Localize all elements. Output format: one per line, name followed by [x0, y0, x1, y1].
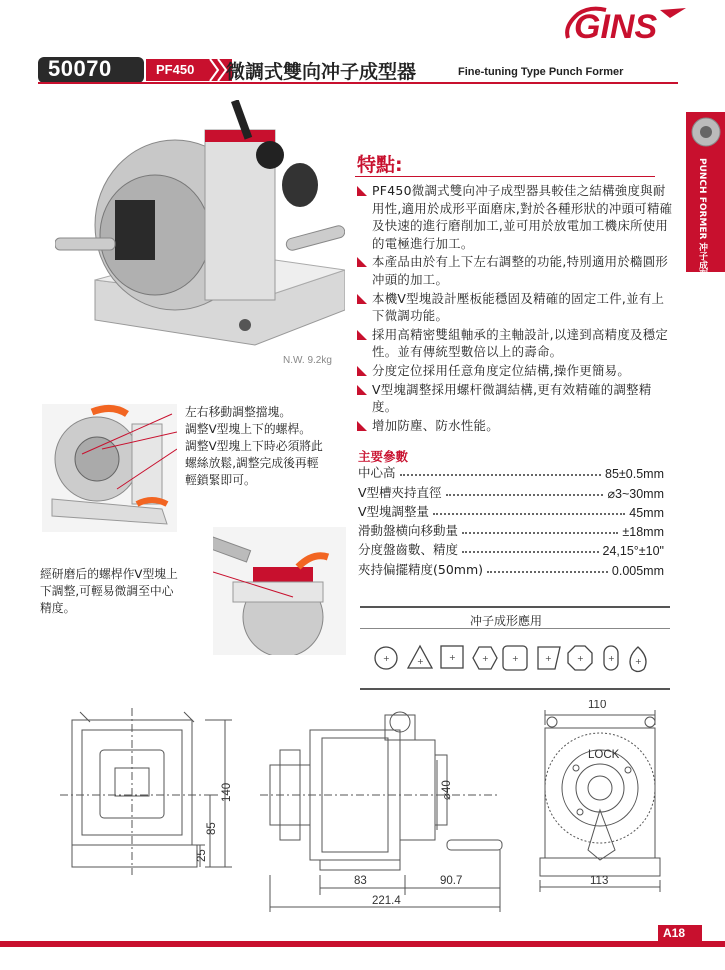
feature-item: 增加防塵、防水性能。 [355, 417, 675, 435]
spec-row: 中心高 85±0.5mm [358, 465, 664, 482]
bullet-triangle-icon [357, 421, 367, 431]
footer-bar [0, 941, 725, 947]
bullet-triangle-icon [357, 385, 367, 395]
bullet-triangle-icon [357, 186, 367, 196]
bullet-triangle-icon [357, 330, 367, 340]
feature-item: 採用高精密雙組軸承的主軸設計,以達到高精度及穩定性。並有傳統型數倍以上的壽命。 [355, 326, 675, 361]
product-photo [55, 100, 345, 365]
specs-table [358, 462, 664, 578]
spec-row: V型塊調整量 45mm [358, 503, 664, 520]
model-number: 50070 [48, 56, 112, 81]
net-weight: N.W. 9.2kg [283, 355, 332, 366]
gins-logo [560, 4, 692, 48]
features-list [355, 182, 675, 435]
svg-text:+: + [482, 654, 489, 663]
model-code: PF450 [156, 62, 195, 77]
side-view [260, 712, 502, 912]
spec-row: V型槽夾持直徑 ⌀3~30mm [358, 484, 664, 501]
dim-side-83: 83 [354, 875, 367, 887]
rear-view [540, 710, 660, 892]
bullet-triangle-icon [357, 257, 367, 267]
bullet-triangle-icon [357, 294, 367, 304]
svg-text:+: + [417, 657, 424, 666]
title-english: Fine-tuning Type Punch Former [458, 66, 624, 78]
dim-rear-lock: LOCK [588, 749, 620, 761]
bullet-triangle-icon [357, 366, 367, 376]
svg-text:+: + [449, 653, 456, 662]
svg-text:GINS: GINS [574, 8, 658, 46]
callout-adjustment: 左右移動調整擋塊。 調整V型塊上下的螺桿。 調整V型塊上下時必須將此 螺絲放鬆,調整完成後再輕 輕鎖緊即可。 [185, 405, 323, 487]
feature-item: V型塊調整採用螺杆微調結構,更有效精確的調整精度。 [355, 381, 675, 416]
svg-text:+: + [383, 654, 390, 663]
callout-screw: 經研磨后的螺桿作V型塊上 下調整,可輕易微調至中心 精度。 [40, 567, 178, 615]
applications-title: 冲子成形應用 [470, 614, 543, 628]
spec-row: 滑動盤横向移動量 ±18mm [358, 523, 664, 540]
dim-side-90-7: 90.7 [440, 875, 463, 887]
dim-rear-113: 113 [590, 875, 609, 887]
specs-title: 主要參數 [358, 449, 409, 464]
feature-item: PF450微調式雙向冲子成型器具較佳之結構強度與耐用性,適用於成形平面磨床,對於各種形狀的冲頭可精確及快速的進行磨削加工,並可用於放電加工機床所使用的電極進行加工。 [355, 182, 675, 252]
feature-item: 本機V型塊設計壓板能穩固及精確的固定工件,並有上下微調功能。 [355, 290, 675, 325]
page-number: A18 [663, 926, 686, 940]
svg-text:+: + [635, 657, 642, 666]
dim-rear-110: 110 [588, 700, 607, 711]
feature-item: 分度定位採用任意角度定位結構,操作更簡易。 [355, 362, 675, 380]
technical-drawings [60, 700, 685, 920]
dim-side-221-4: 221.4 [372, 895, 401, 907]
dim-front-25: 25 [196, 849, 208, 862]
svg-text:+: + [608, 654, 615, 663]
dim-front-140: 140 [221, 782, 233, 802]
detail-photo-adjustment [42, 404, 177, 532]
features-divider [355, 176, 655, 177]
feature-item: 本產品由於有上下左右調整的功能,特別適用於橢圓形冲頭的加工。 [355, 253, 675, 288]
side-tab-label: PUNCH FORMER 冲子成型器 [697, 158, 707, 288]
svg-text:+: + [577, 654, 584, 663]
detail-photo-screw [213, 527, 346, 655]
spec-row: 分度盤齒數、精度 24,15°±10" [358, 542, 664, 559]
features-title: 特點: [357, 154, 403, 176]
dim-front-85: 85 [206, 822, 218, 835]
title-chinese: 微調式雙向冲子成型器 [226, 61, 417, 83]
svg-text:+: + [512, 654, 519, 663]
dim-side-40: ⌀40 [441, 780, 453, 800]
svg-text:+: + [545, 654, 552, 663]
spec-row: 夾持偏擺精度(50mm) 0.005mm [358, 561, 664, 578]
